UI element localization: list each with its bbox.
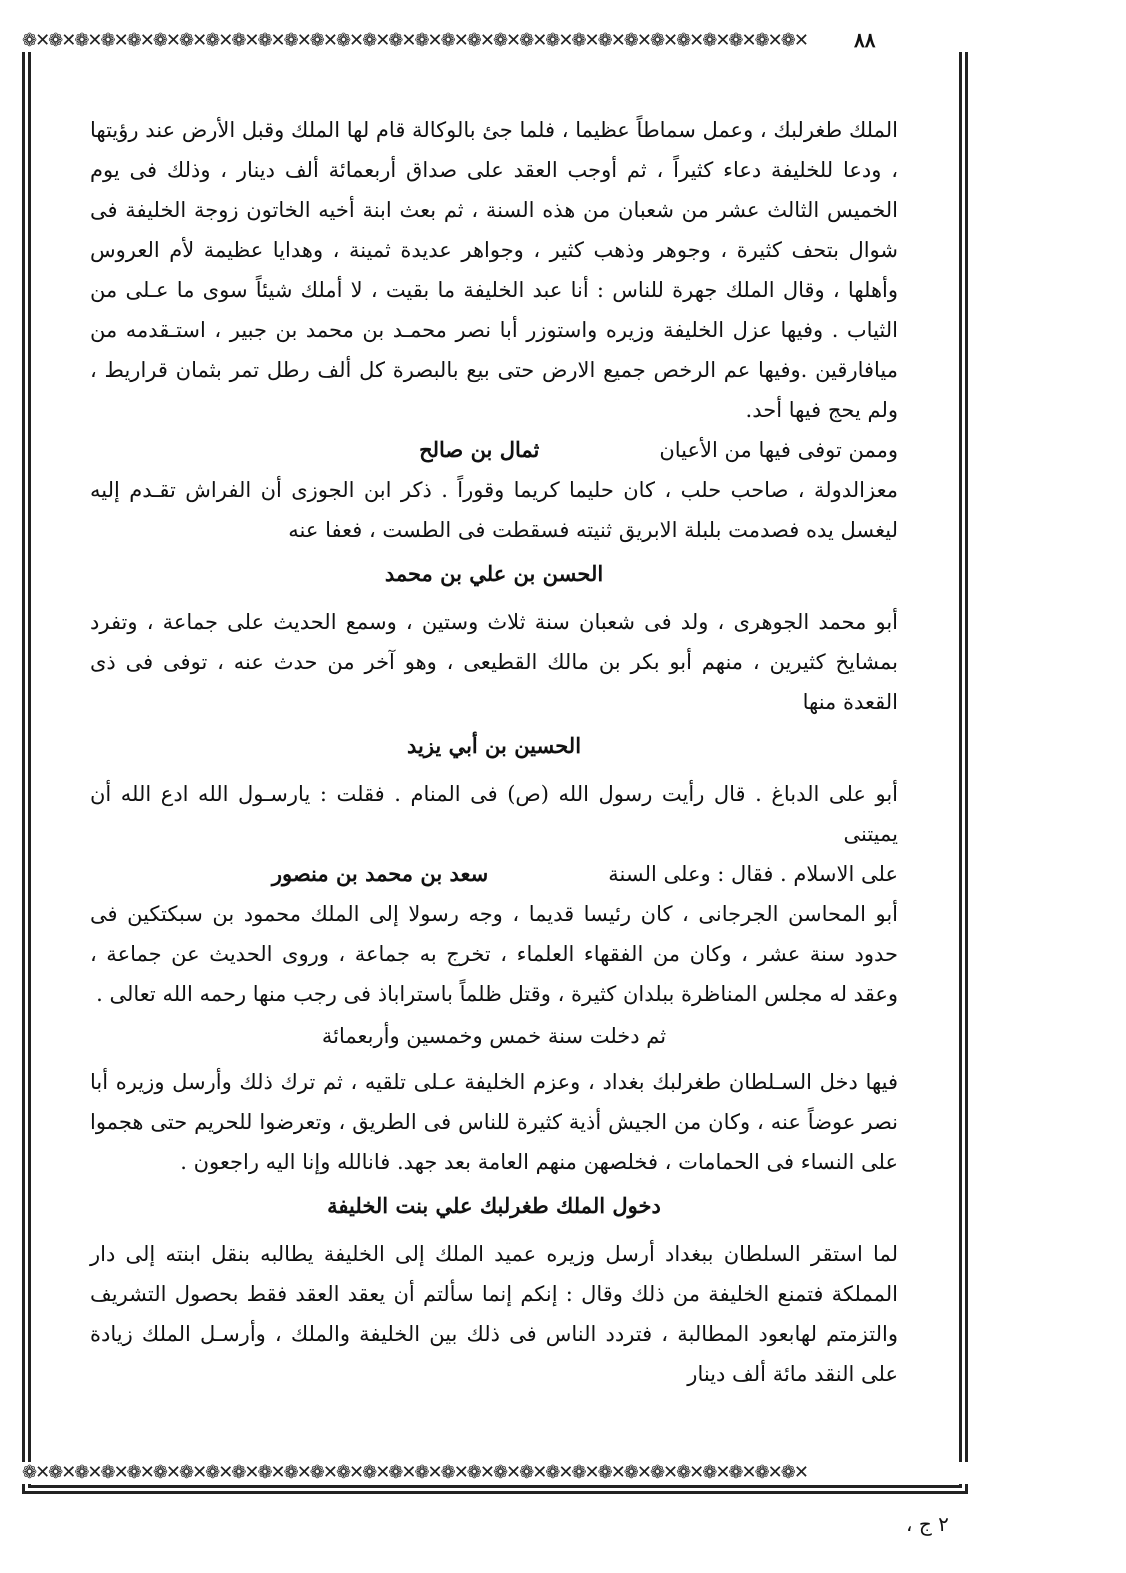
footer-mark: ٢ ج ،: [906, 1512, 949, 1536]
paragraph-4b-row: [90, 854, 898, 894]
section-heading: دخول الملك طغرلبك علي بنت الخليفة: [327, 1193, 661, 1218]
paragraph-6: فيها دخل السـلطان طغرلبك بغداد ، وعزم الخليفة عـلى تلقيه ، ثم ترك ذلك وأرسل وزيره أبا نصر عوضاً عنه ، وكان من الجيش أذية كثيرة للناس فى الطريق ، وتعرضوا للحريم حتى هجموا على النساء فى الحمامات ، فخلصهن منهم العامة بعد جهد. فانالله وإنا اليه راجعون .: [90, 1070, 898, 1174]
border-chain-bottom: ❁✕❁✕❁✕❁✕❁✕❁✕❁✕❁✕❁✕❁✕❁✕❁✕❁✕❁✕❁✕❁✕❁✕❁✕❁✕❁✕❁✕❁✕❁✕❁✕❁✕❁✕❁✕❁✕❁✕❁✕: [22, 1462, 968, 1484]
name-thimal: ثمال بن صالح: [419, 437, 540, 462]
died-notice-row: [90, 430, 898, 470]
paragraph-5: أبو المحاسن الجرجانى ، كان رئيسا قديما ، وجه رسولا إلى الملك محمود بن سبكتكين فى حدود سنة عشر ، وكان من الفقهاء العلماء ، تخرج به جماعة ، وروى الحديث عن جماعة ، وعقد له مجلس المناظرة ببلدان كثيرة ، وقتل ظلماً باستراباذ فى رجب منها رحمه الله تعالى .: [90, 902, 898, 1006]
paragraph-7: لما استقر السلطان ببغداد أرسل وزيره عميد الملك إلى الخليفة يطالبه بنقل ابنته إلى دار المملكة فتمنع الخليفة من ذلك وقال : إنكم إنما سألتم أن يعقد العقد فقط بحصول التشريف والتزمتم لهابعود المطالبة ، فتردد الناس فى ذلك بين الخليفة والملك ، وأرسـل الملك زيادة على النقد مائة ألف دينار: [90, 1242, 898, 1386]
paragraph-4a: أبو على الدباغ . قال رأيت رسول الله (ص) فى المنام . فقلت : يارسـول الله ادع الله أن يميتنى: [90, 782, 898, 846]
paragraph-1: الملك طغرلبك ، وعمل سماطاً عظيما ، فلما جئ بالوكالة قام لها الملك وقبل الأرض عند رؤيتها ، ودعا للخليفة دعاء كثيراً ، ثم أوجب العقد على صداق أربعمائة ألف دينار ، وذلك فى يوم الخميس الثالث عشر من شعبان من هذه السنة ، ثم بعث ابنة أخيه الخاتون زوجة الخليفة فى شوال بتحف كثيرة ، وجوهر وذهب كثير ، وجواهر عديدة ثمينة ، وهدايا عظيمة لأم العروس وأهلها ، وقال الملك جهرة للناس : أنا عبد الخليفة ما بقيت ، لا أملك شيئاً سوى ما عـلى من الثياب . وفيها عزل الخليفة وزيره واستوزر أبا نصر محمـد بن محمد بن جبير ، استـقدمه من ميافارقين .وفيها عم الرخص جميع الارض حتى بيع بالبصرة كل ألف رطل تمر بثمان قراريط ، ولم يحج فيها أحد.: [90, 118, 898, 422]
paragraph-3: أبو محمد الجوهرى ، ولد فى شعبان سنة ثلاث وستين ، وسمع الحديث على جماعة ، وتفرد بمشايخ كثيرين ، منهم أبو بكر بن مالك القطيعى ، وهو آخر من حدث عنه ، توفى فى ذى القعدة منها: [90, 610, 898, 714]
name-saad: سعد بن محمد بن منصور: [271, 861, 489, 886]
year-heading: ثم دخلت سنة خمس وخمسين وأربعمائة: [321, 1024, 667, 1048]
page-number: ٨٨: [846, 28, 883, 52]
heading-hasan: الحسن بن علي بن محمد: [384, 561, 604, 586]
paragraph-2: معزالدولة ، صاحب حلب ، كان حليما كريما وقوراً . ذكر ابن الجوزى أن الفراش تقـدم إليه ليغسل يده فصدمت بلبلة الابريق ثنيته فسقطت فى الطست ، فعفا عنه: [90, 478, 898, 542]
died-label: وممن توفى فيها من الأعيان: [659, 438, 898, 462]
page-body: [90, 110, 898, 1450]
heading-husayn: الحسين بن أبي يزيد: [406, 733, 582, 758]
border-chain-top: ❁✕❁✕❁✕❁✕❁✕❁✕❁✕❁✕❁✕❁✕❁✕❁✕❁✕❁✕❁✕❁✕❁✕❁✕❁✕❁✕❁✕❁✕❁✕❁✕❁✕❁✕❁✕❁✕❁✕❁✕: [22, 30, 968, 52]
paragraph-4b: على الاسلام . فقال : وعلى السنة: [608, 862, 898, 886]
